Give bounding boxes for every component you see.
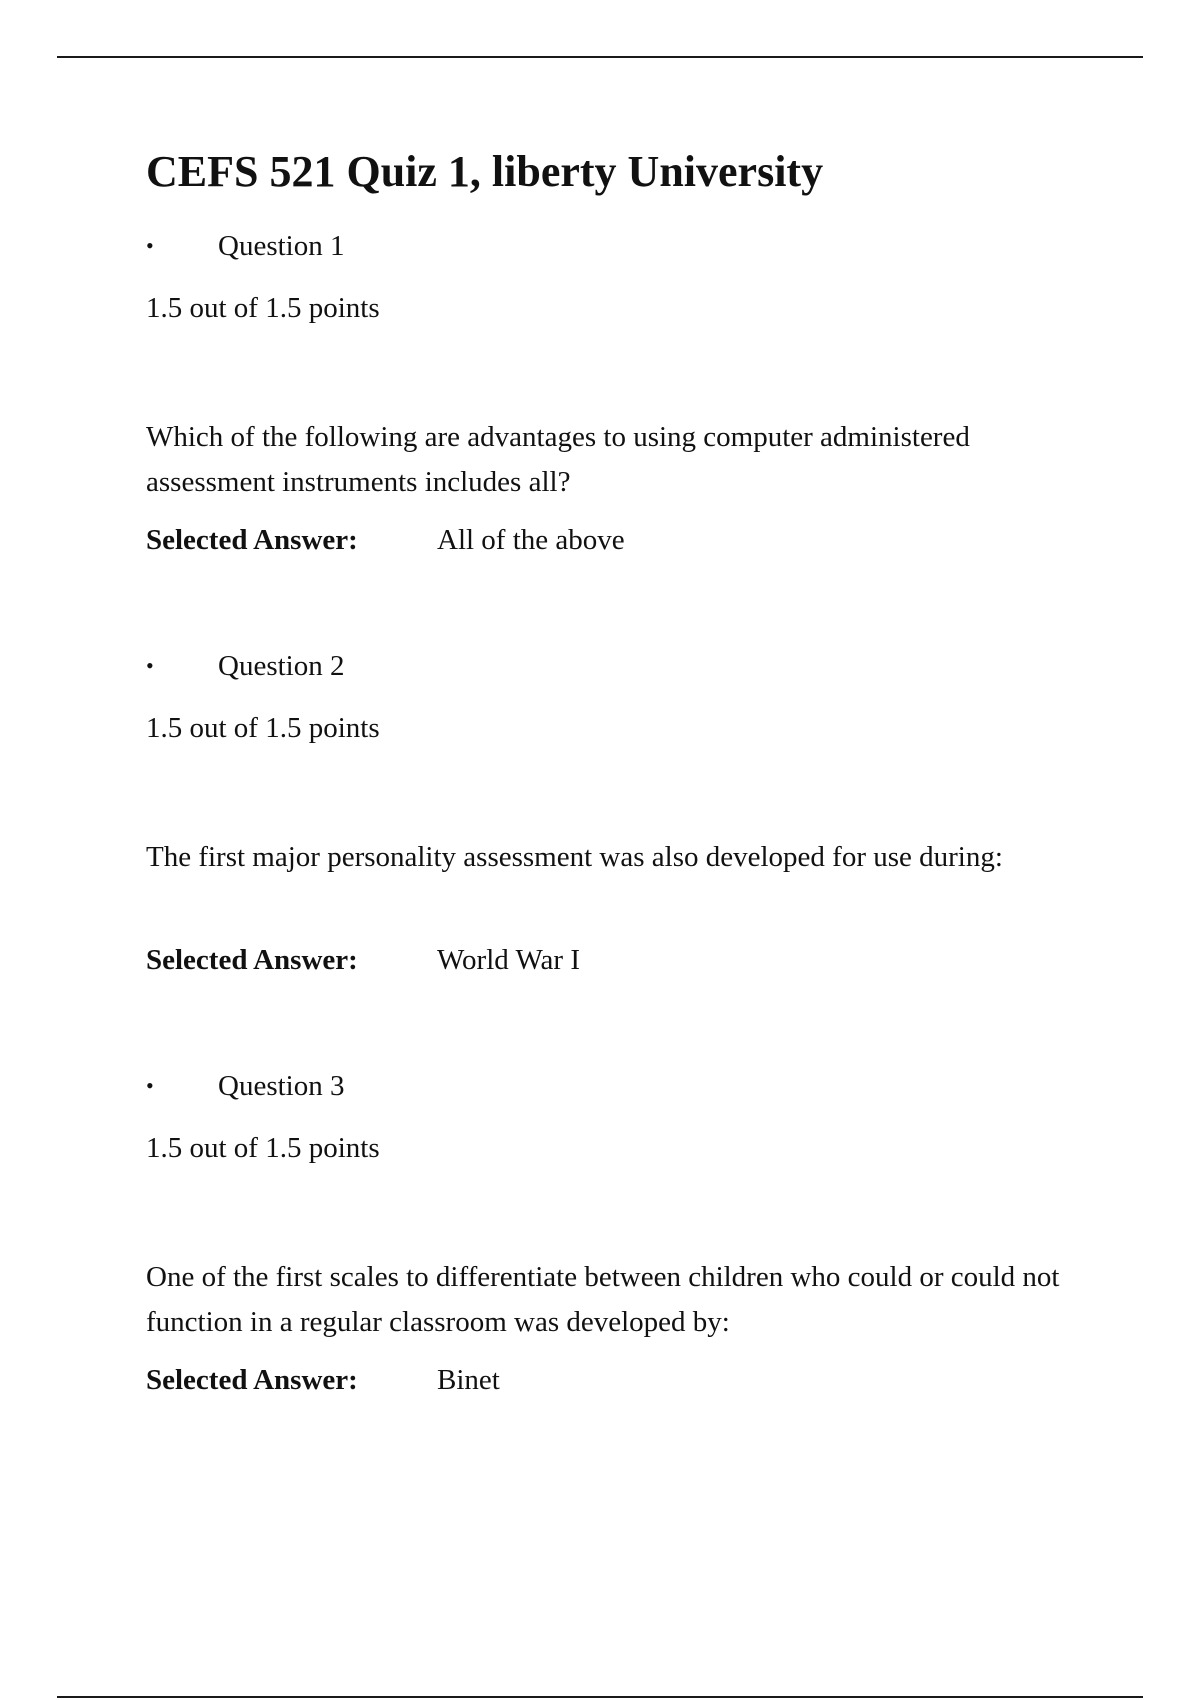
- selected-answer-label: Selected Answer:: [146, 944, 358, 976]
- question-points: 1.5 out of 1.5 points: [146, 712, 380, 744]
- bullet-icon: •: [146, 653, 154, 678]
- selected-answer-label: Selected Answer:: [146, 524, 358, 556]
- question-prompt: One of the first scales to differentiate between children who could or could not function in a regular classroom was developed by:: [146, 1261, 1060, 1338]
- selected-answer-label: Selected Answer:: [146, 1364, 358, 1396]
- question-label: Question 3: [218, 1070, 345, 1102]
- question-points: 1.5 out of 1.5 points: [146, 1132, 380, 1164]
- selected-answer-value: All of the above: [437, 524, 625, 556]
- question-prompt: Which of the following are advantages to using computer administered assessment instruments includes all?: [146, 421, 970, 498]
- question-label: Question 2: [218, 650, 345, 682]
- bullet-icon: •: [146, 233, 154, 258]
- question-points: 1.5 out of 1.5 points: [146, 292, 380, 324]
- selected-answer-value: Binet: [437, 1364, 500, 1396]
- bottom-divider: [57, 1696, 1143, 1698]
- document-title: CEFS 521 Quiz 1, liberty University: [146, 147, 824, 196]
- top-divider: [57, 56, 1143, 58]
- bullet-icon: •: [146, 1073, 154, 1098]
- question-prompt: The first major personality assessment was also developed for use during:: [146, 841, 1003, 873]
- question-label: Question 1: [218, 230, 345, 262]
- selected-answer-value: World War I: [437, 944, 580, 976]
